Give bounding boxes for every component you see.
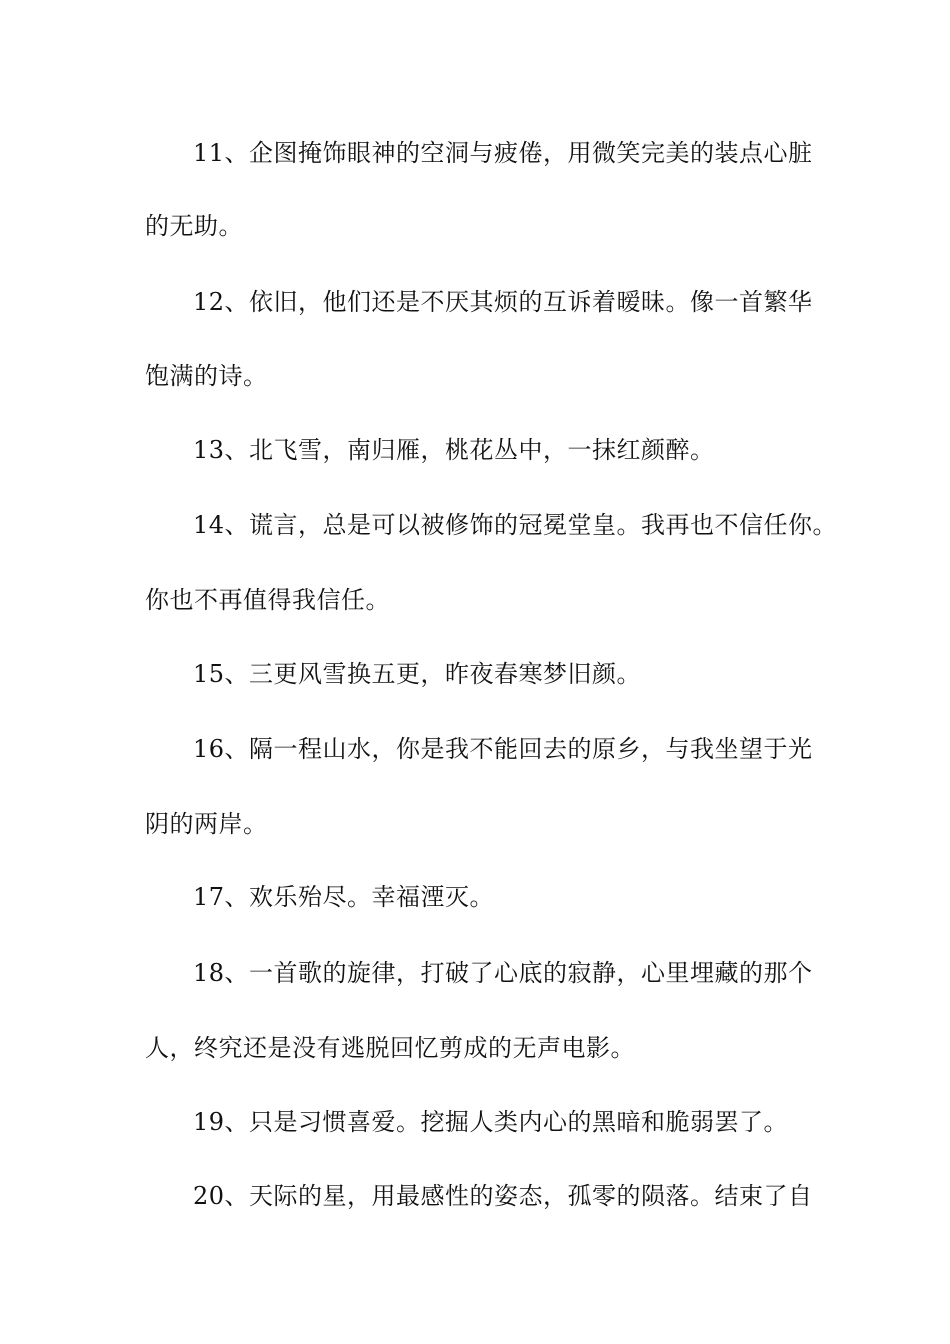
- text-line: 阴的两岸。: [145, 810, 268, 838]
- text-line: 12、依旧，他们还是不厌其烦的互诉着暧昧。像一首繁华: [193, 288, 813, 316]
- text-line: 13、北飞雪，南归雁，桃花丛中，一抹红颜醉。: [193, 436, 715, 464]
- text-line: 14、谎言，总是可以被修饰的冠冕堂皇。我再也不信任你。: [193, 511, 838, 539]
- text-line: 16、隔一程山水，你是我不能回去的原乡，与我坐望于光: [193, 735, 813, 763]
- text-line: 15、三更风雪换五更，昨夜春寒梦旧颜。: [193, 660, 642, 688]
- text-line: 20、天际的星，用最感性的姿态，孤零的陨落。结束了自: [193, 1182, 813, 1210]
- text-line: 11、企图掩饰眼神的空洞与疲倦，用微笑完美的装点心脏: [193, 139, 813, 167]
- text-line: 17、欢乐殆尽。幸福湮灭。: [193, 883, 495, 911]
- text-line: 的无助。: [145, 212, 243, 240]
- text-line: 人，终究还是没有逃脱回忆剪成的无声电影。: [145, 1034, 635, 1062]
- text-line: 19、只是习惯喜爱。挖掘人类内心的黑暗和脆弱罢了。: [193, 1108, 789, 1136]
- text-line: 饱满的诗。: [145, 362, 268, 390]
- text-line: 你也不再值得我信任。: [145, 586, 390, 614]
- text-line: 18、一首歌的旋律，打破了心底的寂静，心里埋藏的那个: [193, 959, 813, 987]
